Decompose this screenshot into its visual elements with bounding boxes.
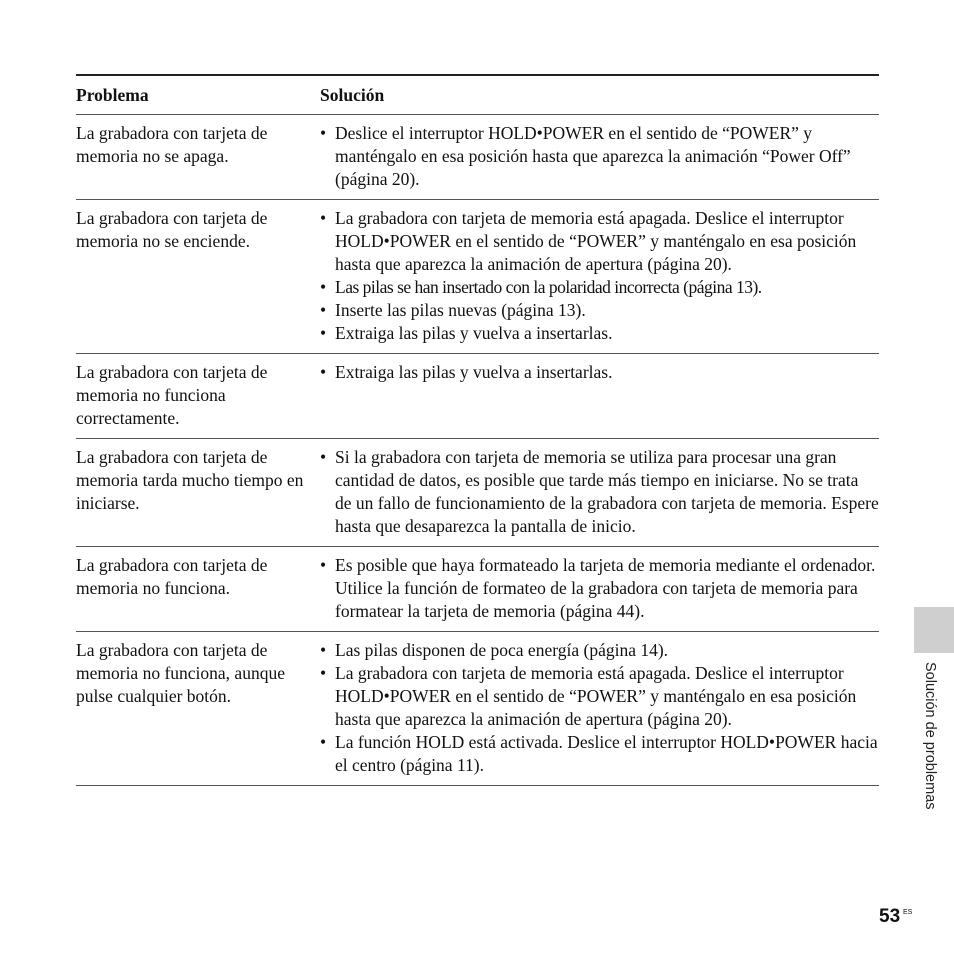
table-row — [76, 439, 879, 547]
solution-item — [320, 639, 879, 662]
solution-text: Deslice el interruptor HOLD•POWER en el sentido de “POWER” y manténgalo en esa posición hasta que aparezca la animación “Power Off” (página 20). — [335, 123, 851, 189]
bullet-icon: • — [320, 663, 327, 683]
section-label: Solución de problemas — [922, 662, 938, 810]
page-language-suffix: ES — [903, 909, 913, 916]
header-solution: Solución — [320, 84, 385, 105]
solution-text: Extraiga las pilas y vuelva a insertarlas. — [335, 323, 613, 343]
bullet-icon: • — [320, 362, 327, 382]
solution-text: Extraiga las pilas y vuelva a insertarlas. — [335, 362, 613, 382]
solution-cell — [320, 446, 879, 538]
table-row — [76, 200, 879, 354]
solution-item — [320, 361, 879, 384]
bullet-icon: • — [320, 208, 327, 228]
bullet-icon: • — [320, 732, 327, 752]
solution-item — [320, 662, 879, 731]
bullet-icon: • — [320, 323, 327, 343]
table-row — [76, 547, 879, 632]
solution-text: Las pilas se han insertado con la polaridad incorrecta (página 13). — [335, 277, 762, 297]
bullet-icon: • — [320, 555, 327, 575]
solution-text: Si la grabadora con tarjeta de memoria se utiliza para procesar una gran cantidad de datos, es posible que tarde más tiempo en iniciarse. No se trata de un fallo de funcionamiento de la grabadora con tarjeta de memoria. Espere hasta que desaparezca la pantalla de inicio. — [335, 447, 879, 536]
solution-cell — [320, 554, 879, 623]
header-problem: Problema — [76, 84, 149, 105]
problem-cell: La grabadora con tarjeta de memoria no se enciende. — [76, 208, 268, 251]
problem-cell: La grabadora con tarjeta de memoria tarda mucho tiempo en iniciarse. — [76, 447, 304, 513]
bullet-icon: • — [320, 123, 327, 143]
solution-text: Las pilas disponen de poca energía (página 14). — [335, 640, 669, 660]
solution-text: La grabadora con tarjeta de memoria está apagada. Deslice el interruptor HOLD•POWER en el sentido de “POWER” y manténgalo en esa posición hasta que aparezca la animación de apertura (página 20). — [335, 663, 857, 729]
page-number: 53 — [879, 906, 901, 927]
solution-item — [320, 446, 879, 538]
solution-cell — [320, 639, 879, 777]
solution-item — [320, 731, 879, 777]
bullet-icon: • — [320, 300, 327, 320]
problem-cell: La grabadora con tarjeta de memoria no funciona. — [76, 555, 268, 598]
solution-item — [320, 207, 879, 276]
solution-item — [320, 276, 879, 299]
solution-text: Es posible que haya formateado la tarjeta de memoria mediante el ordenador. Utilice la función de formateo de la grabadora con tarjeta de memoria para formatear la tarjeta de memoria (página 44). — [335, 555, 876, 621]
solution-item — [320, 299, 879, 322]
solution-cell — [320, 122, 879, 191]
bullet-icon: • — [320, 277, 326, 297]
solution-cell — [320, 361, 879, 430]
solution-text: Inserte las pilas nuevas (página 13). — [335, 300, 586, 320]
problem-cell: La grabadora con tarjeta de memoria no funciona correctamente. — [76, 362, 268, 428]
table-header — [76, 76, 879, 115]
table-row — [76, 115, 879, 200]
solution-text: La grabadora con tarjeta de memoria está apagada. Deslice el interruptor HOLD•POWER en el sentido de “POWER” y manténgalo en esa posición hasta que aparezca la animación de apertura (página 20). — [335, 208, 857, 274]
solution-item — [320, 554, 879, 623]
problem-cell: La grabadora con tarjeta de memoria no se apaga. — [76, 123, 268, 166]
table-row — [76, 354, 879, 439]
section-tab — [914, 607, 954, 653]
bullet-icon: • — [320, 447, 327, 467]
problem-cell: La grabadora con tarjeta de memoria no funciona, aunque pulse cualquier botón. — [76, 640, 285, 706]
solution-text: La función HOLD está activada. Deslice el interruptor HOLD•POWER hacia el centro (página 11). — [335, 732, 878, 775]
troubleshooting-table — [76, 74, 879, 786]
solution-cell — [320, 207, 879, 345]
table-row — [76, 632, 879, 785]
solution-item — [320, 122, 879, 191]
solution-item — [320, 322, 879, 345]
bullet-icon: • — [320, 640, 327, 660]
